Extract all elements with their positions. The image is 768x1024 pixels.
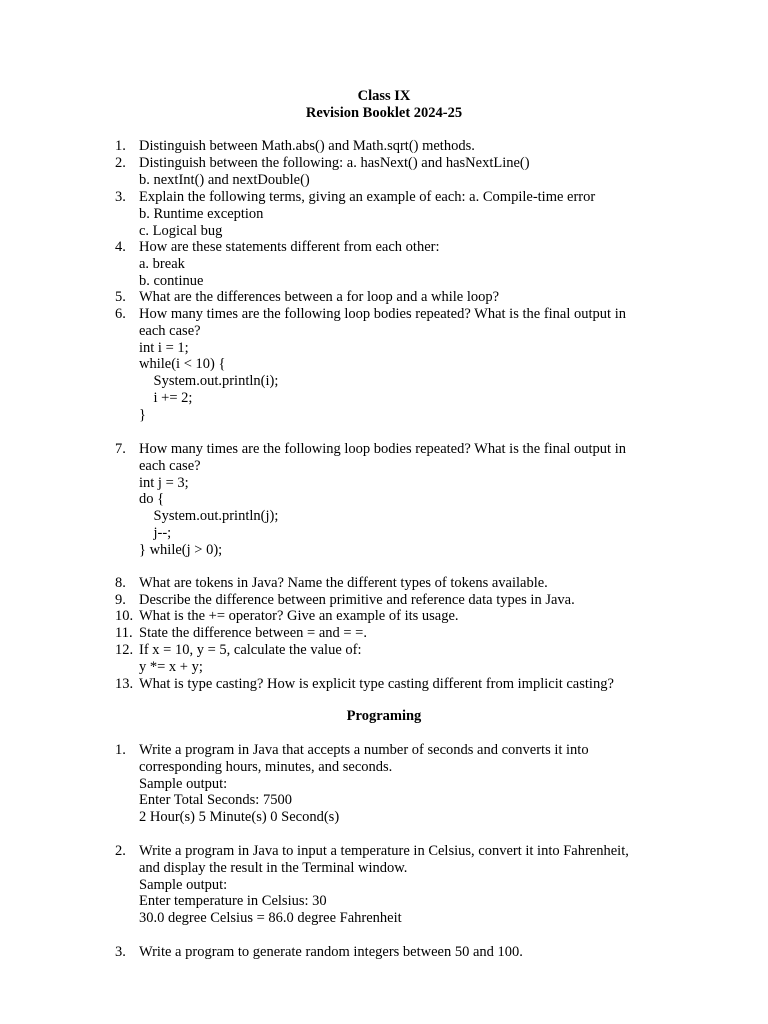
question-line: b. continue [139,272,204,289]
booklet-title: Revision Booklet 2024-25 [305,105,463,121]
program-number: 1. [115,742,126,758]
question-number: 1. [115,138,126,154]
question-line: int i = 1; [139,339,189,356]
question-line: What is type casting? How is explicit type casting different from implicit casting? [139,676,614,692]
question-item [0,676,768,693]
question-line: Distinguish between the following: a. hasNext() and hasNextLine() [139,155,530,171]
class-title: Class IX [357,88,411,104]
program-line: corresponding hours, minutes, and seconds. [139,758,393,775]
program-item [0,944,768,961]
program-line: Enter Total Seconds: 7500 [139,792,292,809]
question-line: How are these statements different from each other: [139,239,440,255]
question-line: c. Logical bug [139,222,223,239]
question-line: b. Runtime exception [139,205,264,222]
question-number: 3. [115,189,126,205]
question-line: } [139,406,146,423]
question-item [0,625,768,642]
question-number: 2. [115,155,126,171]
question-item [0,642,768,676]
question-line: each case? [139,322,201,339]
question-item [0,441,768,559]
question-line: Explain the following terms, giving an example of each: a. Compile-time error [139,189,596,205]
program-line: 2 Hour(s) 5 Minute(s) 0 Second(s) [139,809,340,826]
question-line: i += 2; [139,389,193,406]
question-line: What is the += operator? Give an example of its usage. [139,608,459,624]
question-line: If x = 10, y = 5, calculate the value of: [139,642,362,658]
question-line: j--; [139,524,172,541]
program-line: Write a program in Java to input a temperature in Celsius, convert it into Fahrenheit, [139,843,629,859]
question-item [0,306,768,424]
question-number: 6. [115,306,126,322]
question-item [0,608,768,625]
question-line: each case? [139,457,201,474]
program-line: 30.0 degree Celsius = 86.0 degree Fahrenheit [139,910,402,927]
question-line: int j = 3; [139,474,189,491]
question-item [0,189,768,239]
question-line: How many times are the following loop bodies repeated? What is the final output in [139,306,626,322]
question-number: 10. [115,608,134,624]
question-number: 13. [115,676,134,692]
program-line: Write a program in Java that accepts a number of seconds and converts it into [139,742,589,758]
question-line: Distinguish between Math.abs() and Math.sqrt() methods. [139,138,475,154]
question-line: System.out.println(j); [139,508,279,525]
question-line: How many times are the following loop bodies repeated? What is the final output in [139,441,626,457]
question-number: 5. [115,289,126,305]
question-line: y *= x + y; [139,658,203,675]
question-line: System.out.println(i); [139,373,279,390]
program-line: Sample output: [139,775,228,792]
question-line: What are the differences between a for loop and a while loop? [139,289,500,305]
question-item [0,575,768,592]
question-line: b. nextInt() and nextDouble() [139,171,310,188]
program-line: Write a program to generate random integers between 50 and 100. [139,944,523,960]
question-item [0,289,768,306]
program-line: Enter temperature in Celsius: 30 [139,893,327,910]
question-item [0,592,768,609]
document-header [0,88,768,122]
program-number: 3. [115,944,126,960]
question-number: 11. [115,625,133,641]
question-line: do { [139,491,165,508]
program-item [0,843,768,927]
question-item [0,155,768,189]
program-number: 2. [115,843,126,859]
question-line: Describe the difference between primitive and reference data types in Java. [139,592,575,608]
section-title: Programing [346,708,422,724]
question-item [0,239,768,289]
question-line: while(i < 10) { [139,356,226,373]
program-item [0,742,768,826]
question-number: 12. [115,642,134,658]
question-line: What are tokens in Java? Name the different types of tokens available. [139,575,548,591]
question-number: 7. [115,441,126,457]
program-line: Sample output: [139,876,228,893]
program-line: and display the result in the Terminal window. [139,859,408,876]
question-number: 9. [115,592,126,608]
question-number: 8. [115,575,126,591]
question-number: 4. [115,239,126,255]
question-line: } while(j > 0); [139,541,223,558]
question-item [0,138,768,155]
question-line: State the difference between = and = =. [139,625,367,641]
question-line: a. break [139,255,185,272]
